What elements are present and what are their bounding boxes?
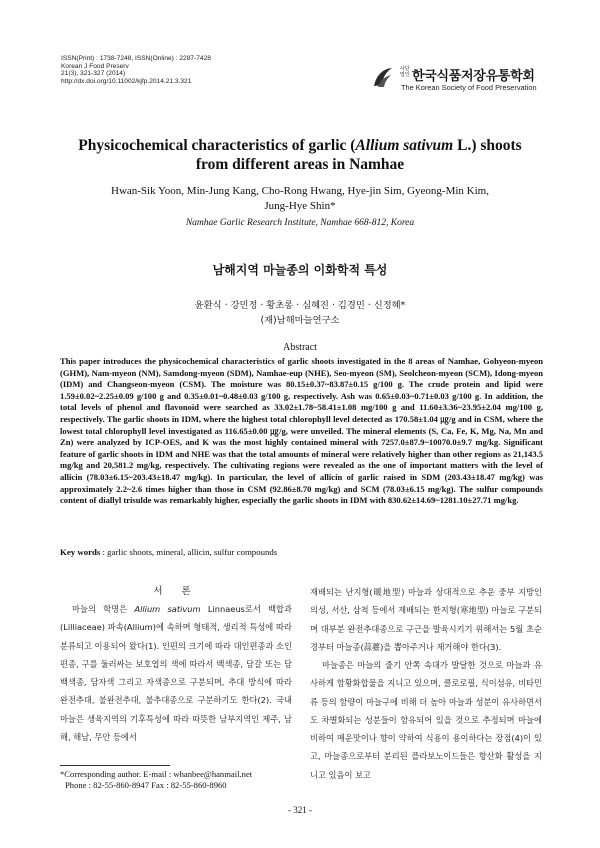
title-line-2: from different areas in Namhae	[195, 156, 405, 173]
paper-title	[40, 136, 560, 174]
footnote-email: *Corresponding author. E-mail : whanbee@hanmail.net	[60, 769, 253, 779]
abstract-heading: Abstract	[283, 342, 317, 353]
footnote-divider	[60, 765, 170, 766]
korean-title: 남해지역 마늘종의 이화학적 특성	[212, 263, 388, 277]
footnote-phone: Phone : 82-55-860-8947 Fax : 82-55-860-8960	[65, 780, 227, 790]
society-english-name: The Korean Society of Food Preservation	[401, 83, 537, 92]
abstract-text: This paper introduces the physicochemical characteristics of garlic shoots investigated in the 8 areas of Namhae, Gohyeon-myeon (GHM), Nam-myeon (NM), Samdong-myeon (SDM), Namhae-eup (NHE), Seo-myeon (SM), Seolcheon-myeon (SCM), Idong-myeon (IDM) and Changseon-myeon (CSM). The moisture was 80.15±0.37~83.87±0.15 g/100 g. The crude protein and lipid were 1.59±0.02~2.25±0.09 g/100 g and 0.35±0.01~0.48±0.03 g/100 g, respectively. Ash was 0.65±0.03~0.71±0.03 g/100 g. In addition, the total levels of phenol and flavonoid were searched as 33.02±1.78~58.41±1.08 mg/100 g and 11.60±3.36~23.95±2.04 mg/100 g, respectively. The garlic shoots in IDM, where the highest total chlorophyll level detected as 170.58±1.04 ㎍/g and in CSM, where the lowest total chlorophyll level investigated as 116.65±0.00 ㎍/g, were unveiled. The mineral elements (S, Ca, Fe, K, Mg, Na, Mn and Zn) were analyzed by ICP-OES, and K was the most highly contained mineral with 7257.0±87.9~10070.0±9.7 mg/kg. Significant feature of garlic shoots in IDM and NHE was that the total amounts of mineral were relatively higher than other regions as 21,143.5 mg/kg and 20,581.2 mg/kg, respectively. The cultivating regions were revealed as the one of important matters with the level of allicin (78.03±6.15~203.43±18.47 mg/kg). In particular, the level of allicin of garlic raised in SDM (203.43±18.47 mg/kg) was approximately 2.2~2.6 times higher than those in CSM (92.86±8.70 mg/kg) and SCM (78.03±6.15 mg/kg). The sulfur compounds content of diallyl trisulde was remarkably higher, especially the garlic shoots in IDM with 830.62±14.69~1281.10±27.71 mg/kg.	[60, 356, 543, 506]
intro-paragraph-2: 마늘종은 마늘의 줄기 안쪽 속대가 발달한 것으로 마늘과 유사하게 함황화합물을 지니고 있으며, 클로로필, 식이섬유, 비타민류 등의 함량이 마늘구에 비해 더 높아 마늘과 성분이 유사하면서도 차별화되는 성분들이 함유되어 있을 것으로 추정되며 마늘에 비하여 매운맛이나 향이 약하여 식용이 용이하다는 장점(4)이 있고, 마늘종으로부터 분리된 플라보노이드들은 항산화 활성을 지니고 있음이 보고	[310, 660, 542, 780]
corresponding-author-footnote	[60, 769, 300, 791]
society-logo-icon	[372, 66, 394, 88]
volume-line: 21(3), 321-327 (2014)	[61, 70, 126, 78]
title-line-1: Physicochemical characteristics of garlic (Allium sativum L.) shoots	[78, 137, 522, 154]
body-column-left	[60, 600, 292, 746]
body-column-right	[310, 583, 542, 784]
author-list: Hwan-Sik Yoon, Min-Jung Kang, Cho-Rong Hwang, Hye-jin Sim, Gyeong-Min Kim, Jung-Hye Shin*	[111, 185, 489, 212]
society-logo-block	[372, 66, 562, 96]
issn-line: ISSN(Print) : 1738-7248, ISSN(Online) : 2287-7428	[61, 55, 211, 62]
intro-paragraph-1-cont: 재배되는 난지형(暖地型) 마늘과 상대적으로 추운 중부 지방인 의성, 서산, 삼척 등에서 재배되는 한지형(寒地型) 마늘로 구분되며 대부분 완전추대종으로 구근을 발육시키기 위해서는 5월 초순경부터 마늘종(蒜薹)을 뽑아주거나 제거해야 한다(3).	[310, 587, 542, 652]
society-small-label: 사단 법인	[400, 66, 410, 78]
keywords-line: Key words : garlic shoots, mineral, allicin, sulfur compounds	[60, 547, 278, 557]
author-affiliation: Namhae Garlic Research Institute, Namhae 668-812, Korea	[185, 218, 415, 228]
section-heading-introduction: 서 론	[153, 586, 199, 597]
journal-name: Korean J Food Preserv	[61, 62, 129, 70]
society-korean-name: 한국식품저장유통학회	[412, 69, 535, 84]
korean-affiliation: (재)남해마늘연구소	[260, 315, 340, 326]
journal-header-info	[61, 55, 211, 85]
species-name: Allium sativum	[355, 137, 454, 154]
korean-authors: 윤환식 · 강민정 · 황초롱 · 심혜진 · 김경민 · 신정혜*	[194, 300, 406, 311]
intro-paragraph-1: 마늘의 학명은 Allium sativum Linnaeus로서 백합과(Lilliaceae) 파속(Allium)에 속하며 형태적, 생리적 특성에 따라 분류되고 이용되어 왔다(1). 인편의 크기에 따라 대인편종과 소인편종, 구를 둘러싸는 보호엽의 색에 따라서 백색종, 담갈 또는 담백색종, 담자색 그리고 자색종으로 구분되며, 추대 방식에 따라 완전추대, 불완전추대, 불추대종으로 구분하기도 한다(2). 국내 마늘은 생육지역의 기후특성에 따라 따뜻한 남부지역인 제주, 남해, 해남, 무안 등에서	[60, 604, 292, 742]
doi-link[interactable]: http://dx.doi.org/10.11002/kjfp.2014.21.3.321	[61, 77, 192, 85]
page-number: - 321 -	[288, 805, 312, 815]
